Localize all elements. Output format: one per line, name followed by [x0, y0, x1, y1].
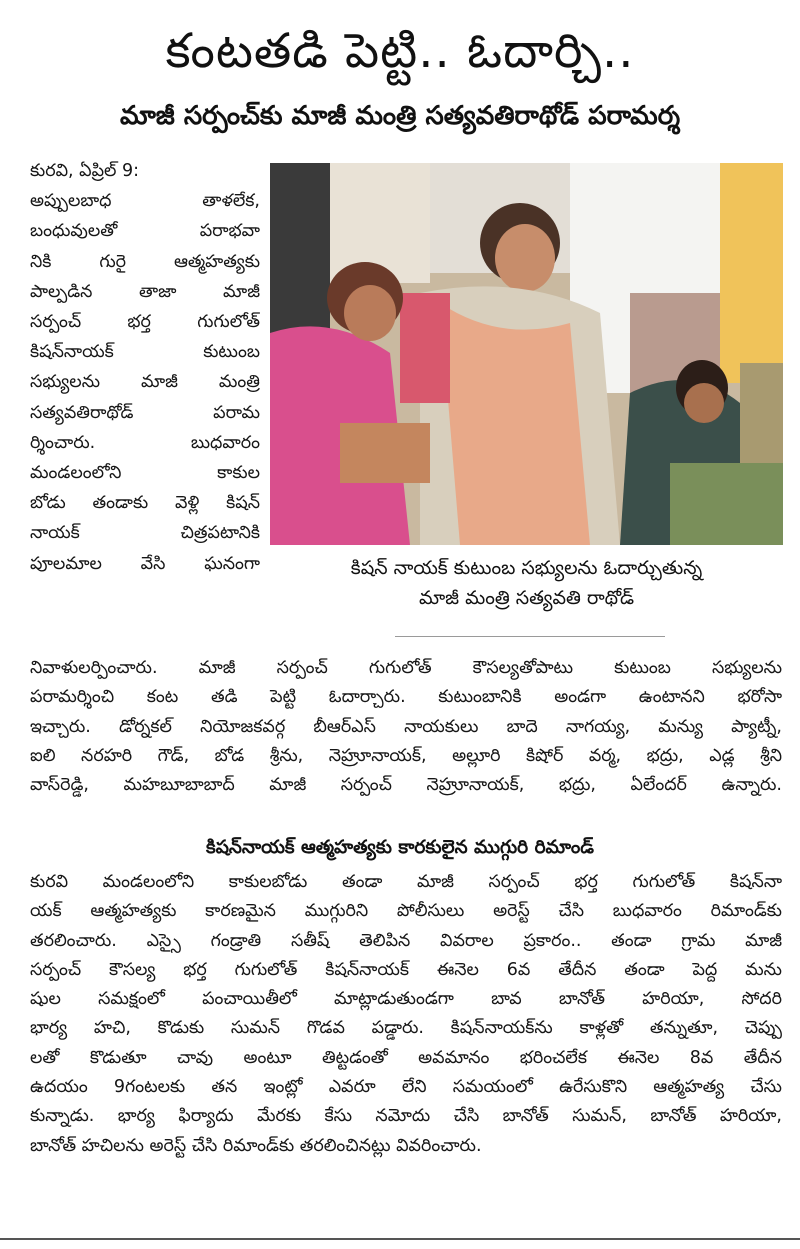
paragraph-line: ఇచ్చారు. డోర్నకల్ నియోజకవర్గ బీఆర్ఎస్ నాయకులు బాదె నాగయ్య, మన్యు ప్యాట్నీ, — [30, 716, 782, 737]
paragraph-line: షుల సమక్షంలో పంచాయితీలో మాట్లాడుతుండగా బావ బానోత్ హరియా, సోదరి — [30, 989, 782, 1010]
left-column-line: అప్పులబాధ తాళలేక, — [30, 191, 260, 212]
paragraph-line: ఉదయం 9గంటలకు తన ఇంట్లో ఎవరూ లేని సమయంలో ఉరేసుకొని ఆత్మహత్య చేసు — [30, 1077, 782, 1098]
photo-caption — [270, 553, 783, 613]
paragraph-line: ఐలి నరహరి గౌడ్, బోడ శ్రీను, నెహ్రూనాయక్, అల్లూరి కిషోర్ వర్మ, భద్రు, ఎడ్ల శ్రీని — [30, 745, 782, 766]
paragraph-line: వాస్‌రెడ్డి, మహబూబాబాద్ మాజీ సర్పంచ్ నెహ్రూనాయక్, భద్రు, ఏలేందర్ ఉన్నారు. — [30, 775, 782, 796]
paragraph-line: పరామర్శించి కంట తడి పెట్టి ఓదార్చారు. కుటుంబానికి అండగా ఉంటానని భరోసా — [30, 687, 782, 708]
paragraph-2 — [30, 868, 782, 1161]
left-column-line: సర్పంచ్ భర్త గుగులోత్ — [30, 312, 260, 333]
left-column-line: కురవి, ఏప్రిల్ 9: — [30, 161, 140, 181]
photo-caption-line: కిషన్ నాయక్ కుటుంబ సభ్యులను ఓదార్చుతున్న — [350, 557, 703, 579]
left-column-line: మండలంలోని కాకుల — [30, 463, 260, 484]
left-column-line: కిషన్‌నాయక్ కుటుంబ — [30, 342, 260, 363]
bottom-divider — [0, 1238, 800, 1240]
subsection-title: కిషన్‌నాయక్ ఆత్మహత్యకు కారకులైన ముగ్గురి రిమాండ్ — [206, 837, 594, 858]
left-column-line: నాయక్ చిత్రపటానికి — [30, 523, 260, 544]
paragraph-line: బానోత్ హచిలను అరెస్ట్ చేసి రిమాండ్‌కు తరలించినట్లు వివరించారు. — [30, 1135, 482, 1156]
paragraph-line: భార్య హచి, కొడుకు సుమన్ గొడవ పడ్డారు. కిషన్‌నాయక్‌ను కాళ్లతో తన్నుతూ, చెప్పు — [30, 1018, 782, 1039]
cutoff-previous-article-text — [20, 0, 780, 2]
subheadline: మాజీ సర్పంచ్‌కు మాజీ మంత్రి సత్యవతిరాథోడ్ పరామర్శ — [119, 101, 681, 131]
paragraph-line: లతో కొడుతూ చావు అంటూ తిట్టడంతో అవమానం భరించలేక ఈనెల 8వ తేదీన — [30, 1047, 782, 1068]
left-column-line: బంధువులతో పరాభవా — [30, 221, 260, 242]
paragraph-line: యక్ ఆత్మహత్యకు కారణమైన ముగ్గురిని పోలీసులు అరెస్ట్ చేసి బుధవారం రిమాండ్‌కు — [30, 901, 782, 922]
left-column — [30, 156, 260, 579]
news-photo — [270, 163, 783, 545]
left-column-line: పాల్పడిన తాజా మాజీ — [30, 281, 260, 302]
left-column-line: సత్యవతిరాథోడ్ పరామ — [30, 402, 260, 423]
paragraph-line: కురవి మండలంలోని కాకులబోడు తండా మాజీ సర్పంచ్ భర్త గుగులోత్ కిషన్‌నా — [30, 872, 782, 892]
paragraph-line: నివాళులర్పించారు. మాజీ సర్పంచ్ గుగులోత్ కౌసల్యతోపాటు కుటుంబ సభ్యులను — [30, 658, 782, 678]
left-column-line: ర్శించారు. బుధవారం — [30, 432, 260, 453]
left-column-line: సభ్యులను మాజీ మంత్రి — [30, 372, 260, 393]
photo-caption-line: మాజీ మంత్రి సత్యవతి రాథోడ్ — [418, 587, 635, 609]
left-column-line: బోడు తండాకు వెళ్లి కిషన్ — [30, 493, 260, 514]
paragraph-line: సర్పంచ్ కౌసల్య భర్త గుగులోత్ కిషన్‌నాయక్ ఈనెల 6వ తేదీన తండా పెద్ద మను — [30, 959, 782, 980]
left-column-line: పూలమాల వేసి ఘనంగా — [30, 553, 260, 574]
paragraph-line: తరలించారు. ఎస్సై గండ్రాతి సతీష్ తెలిపిన వివరాల ప్రకారం.. తండా గ్రామ మాజీ — [30, 930, 782, 951]
paragraph-1 — [30, 654, 782, 800]
paragraph-line: కున్నాడు. భార్య ఫిర్యాదు మేరకు కేసు నమోదు చేసి బానోత్ సుమన్, బానోత్ హరియా, — [30, 1106, 782, 1127]
headline: కంటతడి పెట్టి.. ఓదార్చి.. — [165, 23, 635, 79]
left-column-line: నికి గురై ఆత్మహత్యకు — [30, 251, 260, 272]
caption-divider — [395, 636, 665, 637]
